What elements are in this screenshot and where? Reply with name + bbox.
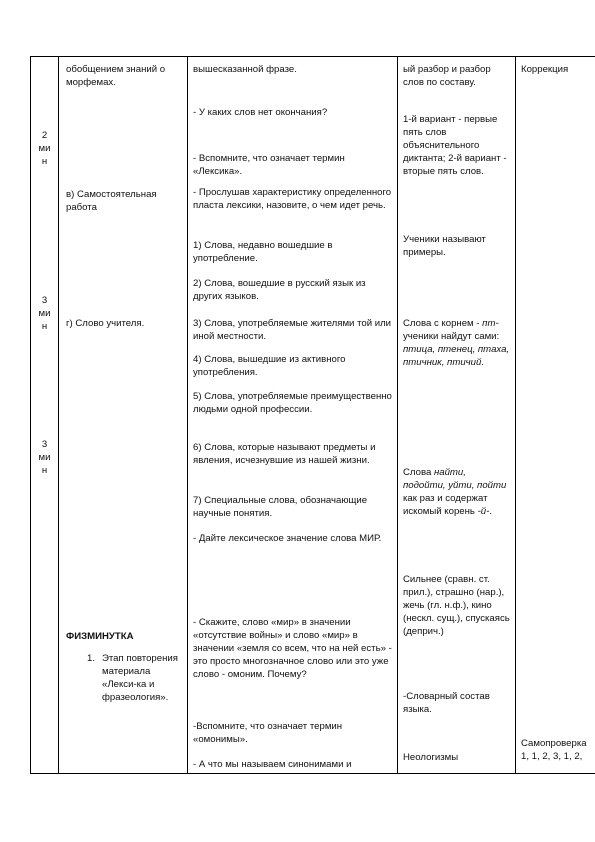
control-text: Коррекция <box>521 64 569 75</box>
teacher-text: 3) Слова, употребляемые жителями той или иной местности. <box>193 318 392 342</box>
student-text <box>403 317 511 369</box>
student-text: ый разбор и разбор слов по составу. <box>403 64 491 88</box>
teacher-text: 7) Специальные слова, обозначающие научные понятия. <box>193 495 368 519</box>
lesson-table <box>30 56 595 774</box>
text-run: как раз и содержат искомый корень <box>403 493 488 517</box>
section-heading: ФИЗМИНУТКА <box>66 631 134 642</box>
column-divider <box>515 57 516 773</box>
list-item-text: Этап повторения материала «Лекси-ка и фразеология». <box>102 653 178 703</box>
student-text: Неологизмы <box>403 752 459 763</box>
time-unit: ми <box>38 308 51 319</box>
column-divider <box>397 57 398 773</box>
time-cell <box>31 438 58 477</box>
column-divider <box>187 57 188 773</box>
teacher-text: - Прослушав характеристику определенного пласта лексики, назовите, о чем идет речь. <box>193 187 392 211</box>
teacher-text: - Дайте лексическое значение слова МИР. <box>193 533 382 544</box>
root-example: -й- <box>477 506 490 517</box>
column-divider <box>58 57 59 773</box>
student-text <box>403 466 511 518</box>
stage-text: в) Самостоятельная работа <box>66 189 157 213</box>
text-run: . <box>489 506 492 517</box>
time-value: 3 <box>41 295 48 306</box>
teacher-text: - А что мы называем синонимами и <box>193 759 352 770</box>
teacher-text: 5) Слова, употребляемые преимущественно людьми одной профессии. <box>193 391 392 415</box>
student-text: Сильнее (сравн. ст. прил.), страшно (нар.), жечь (гл. н.ф.), кино (нескл. сущ.), спускаясь (деприч.) <box>403 574 510 637</box>
student-text: 1-й вариант - первые пять слов объяснительного диктанта; 2-й вариант - вторые пять слов. <box>403 114 507 177</box>
teacher-text: - Вспомните, что означает термин «Лексика». <box>193 153 345 177</box>
time-unit: ми <box>38 452 51 463</box>
teacher-text: 4) Слова, вышедшие из активного употребления. <box>193 354 346 378</box>
student-text: -Словарный состав языка. <box>403 691 490 715</box>
text-run: Слова с корнем - <box>403 318 480 329</box>
time-unit: н <box>41 465 48 476</box>
word-examples: найти, подойти, уйти, пойти <box>403 467 507 491</box>
word-examples: птица, птенец, птаха, птичник, птичий <box>403 344 510 368</box>
time-unit: н <box>41 321 48 332</box>
stage-text: обобщением знаний о морфемах. <box>66 64 166 88</box>
student-text: Ученики называют примеры. <box>403 234 486 258</box>
root-example: пт- <box>482 318 499 329</box>
teacher-text: -Вспомните, что означает термин «омонимы». <box>193 721 343 745</box>
teacher-text: - У каких слов нет окончания? <box>193 107 328 118</box>
time-cell <box>31 294 58 333</box>
teacher-text: - Скажите, слово «мир» в значении «отсутствие войны» и слово «мир» в значении «земля со всем, что на ней есть» - это просто многозначное слово или это уже слово - омоним. Почему? <box>193 617 392 680</box>
teacher-text: 2) Слова, вошедшие в русский язык из других языков. <box>193 278 366 302</box>
list-number: 1. <box>87 653 96 664</box>
time-cell <box>31 129 58 168</box>
control-text: Самопроверка <box>521 738 587 749</box>
control-text: 1, 1, 2, 3, 1, 2, <box>521 751 583 762</box>
stage-text: г) Слово учителя. <box>66 318 145 329</box>
time-unit: ми <box>38 143 51 154</box>
time-unit: н <box>41 156 48 167</box>
teacher-text: 1) Слова, недавно вошедшие в употребление. <box>193 240 333 264</box>
text-run: . <box>481 357 484 368</box>
teacher-text: вышесказанной фразе. <box>193 64 297 75</box>
time-value: 2 <box>41 130 48 141</box>
text-run: Слова <box>403 467 432 478</box>
text-run: ученики найдут сами: <box>403 331 500 342</box>
time-value: 3 <box>41 439 48 450</box>
teacher-text: 6) Слова, которые называют предметы и явления, исчезнувшие из нашей жизни. <box>193 442 376 466</box>
